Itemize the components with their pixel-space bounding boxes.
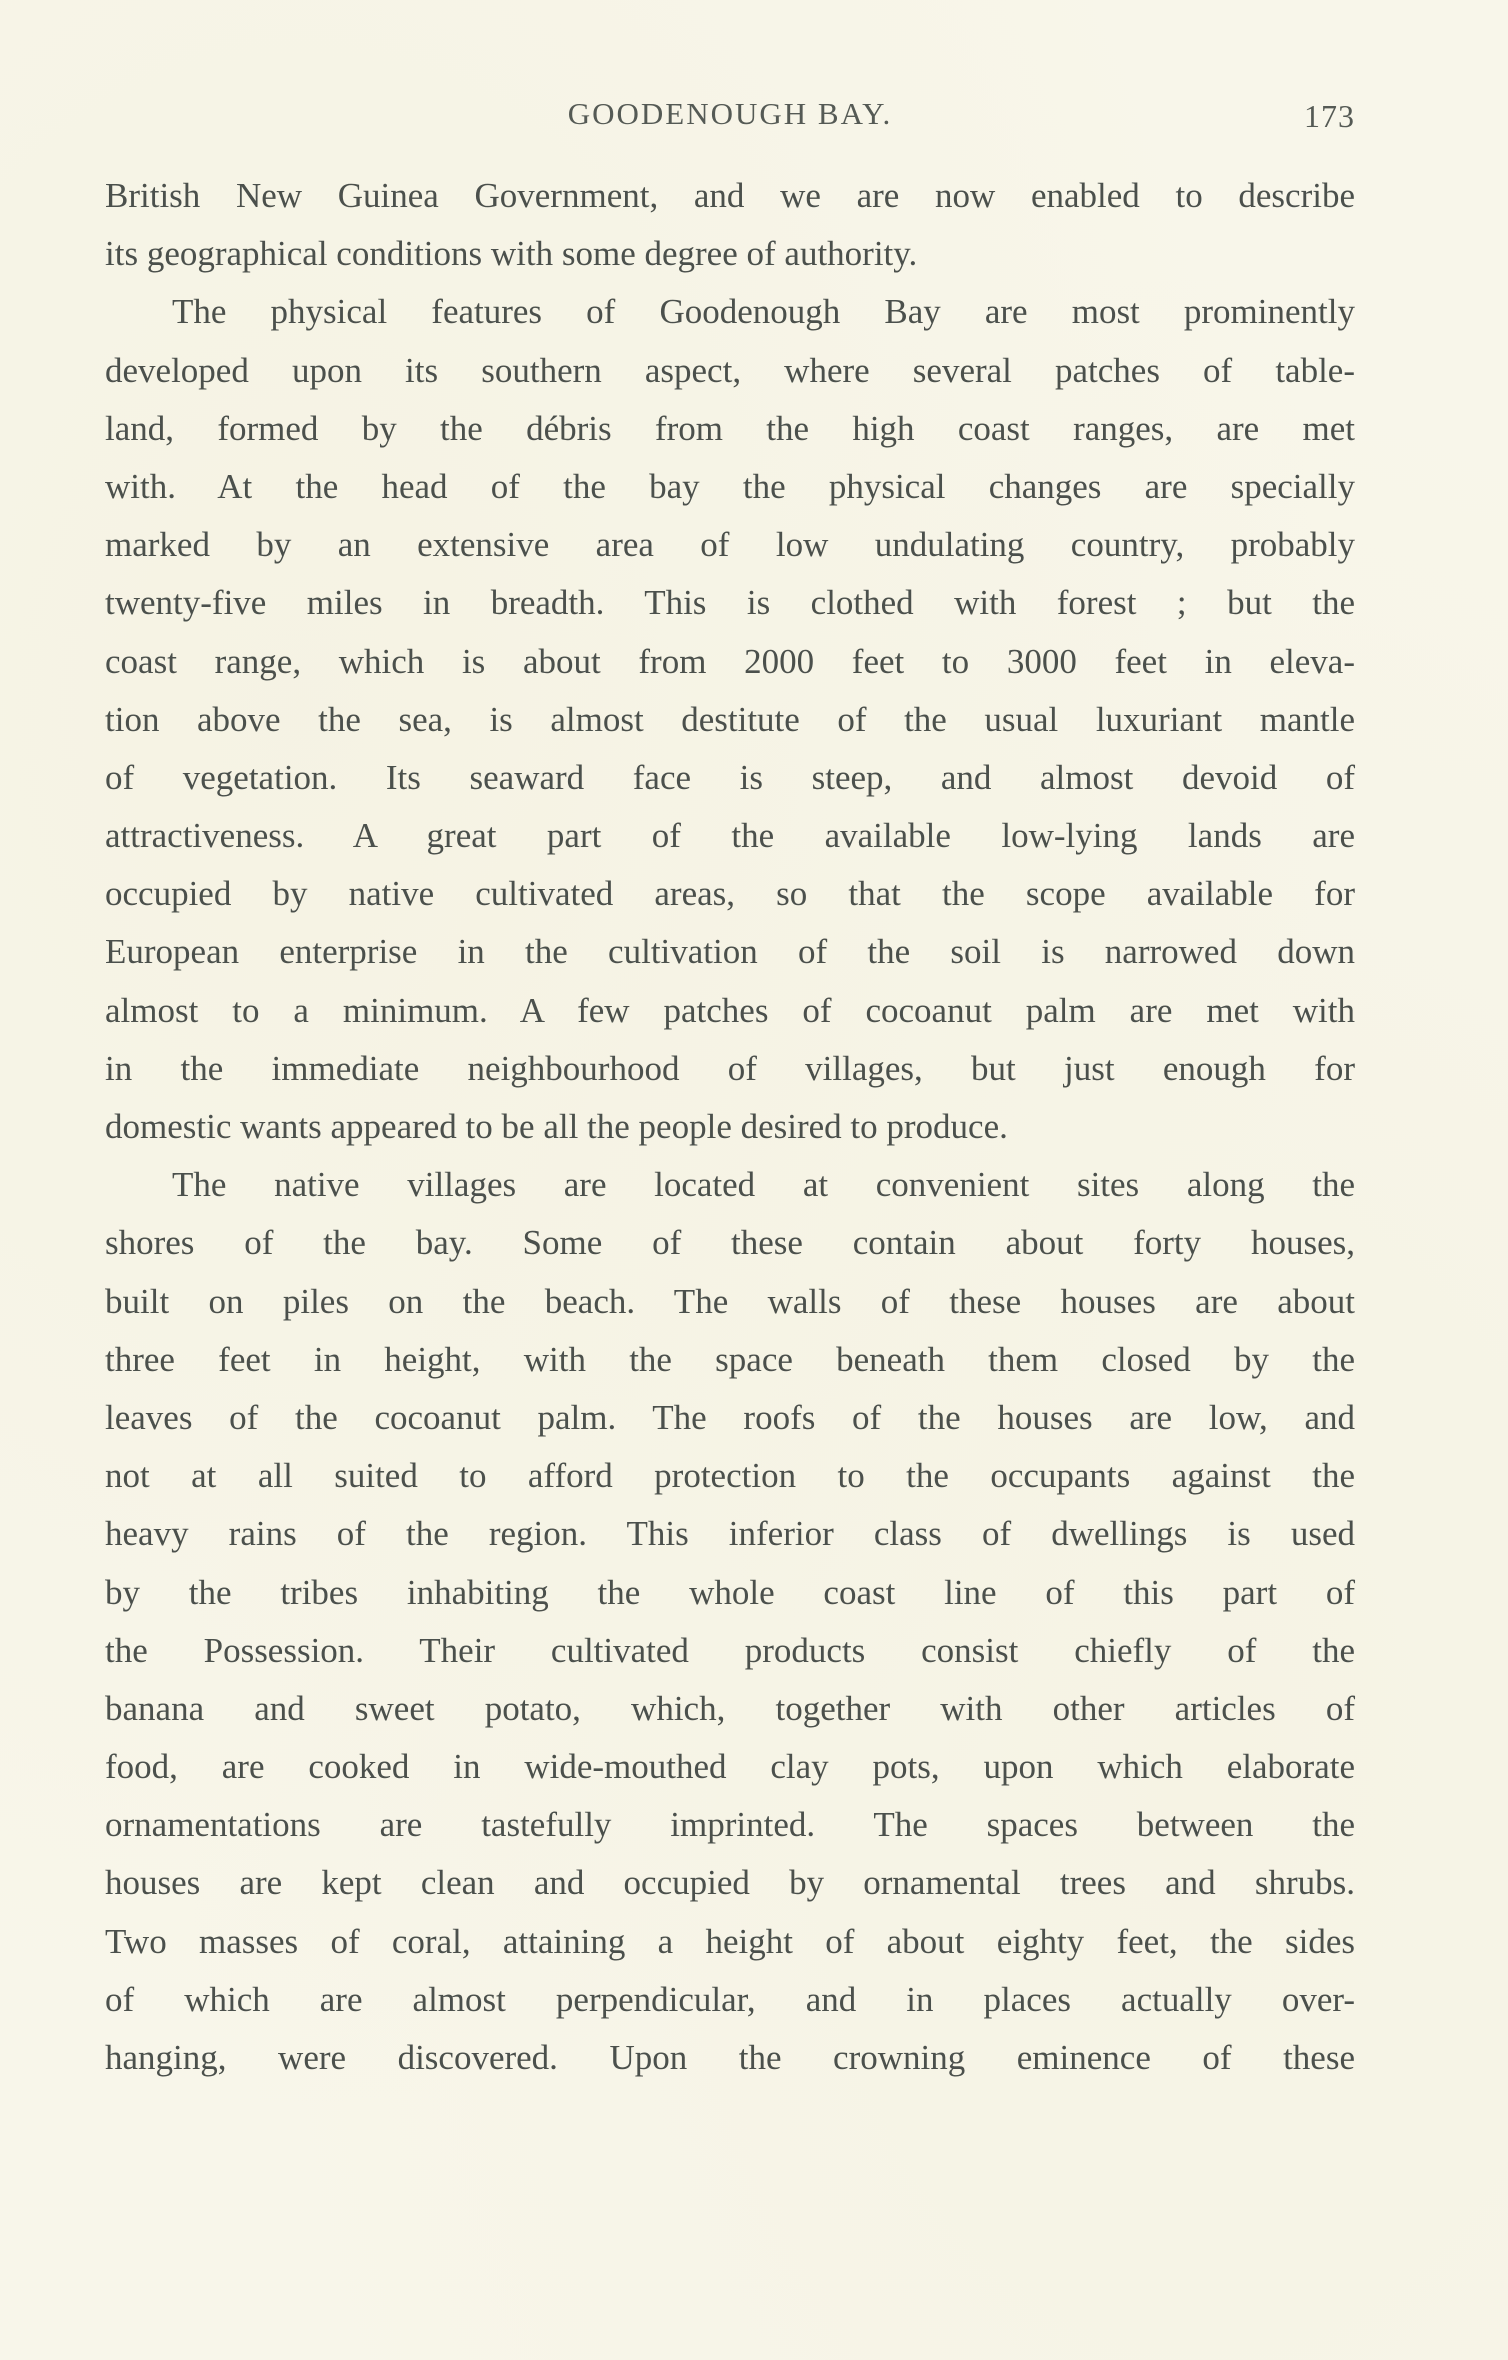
text-line: its geographical conditions with some degree of authority. xyxy=(105,234,918,274)
running-title: GOODENOUGH BAY. xyxy=(567,96,893,131)
text-line: coast range, which is about from 2000 feet to 3000 feet in eleva- xyxy=(105,641,1355,681)
text-line: three feet in height, with the space beneath them closed by the xyxy=(105,1339,1355,1379)
text-line: European enterprise in the cultivation of the soil is narrowed down xyxy=(105,932,1355,972)
paragraph-native-villages xyxy=(105,1156,1355,2087)
text-line: built on piles on the beach. The walls of these houses are about xyxy=(105,1281,1355,1321)
text-line: of which are almost perpendicular, and in places actually over- xyxy=(105,1979,1355,2019)
text-line: developed upon its southern aspect, where several patches of table- xyxy=(105,350,1355,390)
text-line: banana and sweet potato, which, together with other articles of xyxy=(105,1688,1355,1728)
page-number: 173 xyxy=(1304,98,1355,134)
text-line: by the tribes inhabiting the whole coast line of this part of xyxy=(105,1572,1355,1612)
text-line: of vegetation. Its seaward face is steep, and almost devoid of xyxy=(105,757,1355,797)
text-line: food, are cooked in wide-mouthed clay pots, upon which elaborate xyxy=(105,1747,1355,1787)
text-line: Two masses of coral, attaining a height of about eighty feet, the sides xyxy=(105,1921,1355,1961)
text-line: occupied by native cultivated areas, so that the scope available for xyxy=(105,874,1355,914)
text-line: the Possession. Their cultivated products consist chiefly of the xyxy=(105,1630,1355,1670)
text-line: British New Guinea Government, and we are now enabled to describe xyxy=(105,176,1355,215)
text-line: heavy rains of the region. This inferior class of dwellings is used xyxy=(105,1514,1355,1554)
paragraph-physical-features xyxy=(105,283,1355,1156)
text-line: shores of the bay. Some of these contain about forty houses, xyxy=(105,1223,1355,1263)
text-line: domestic wants appeared to be all the people desired to produce. xyxy=(105,1107,1008,1146)
text-line: hanging, were discovered. Upon the crowning eminence of these xyxy=(105,2038,1355,2077)
text-line: marked by an extensive area of low undulating country, probably xyxy=(105,525,1355,565)
text-line: tion above the sea, is almost destitute of the usual luxuriant mantle xyxy=(105,699,1355,739)
text-line: leaves of the cocoanut palm. The roofs of the houses are low, and xyxy=(105,1397,1355,1437)
text-line: twenty-five miles in breadth. This is clothed with forest ; but the xyxy=(105,583,1355,623)
text-line: The physical features of Goodenough Bay are most prominently xyxy=(172,292,1355,332)
text-line: not at all suited to afford protection to the occupants against the xyxy=(105,1456,1355,1496)
text-line: houses are kept clean and occupied by ornamental trees and shrubs. xyxy=(105,1863,1355,1903)
paragraph-continued xyxy=(105,167,1355,283)
body-text xyxy=(105,167,1355,2087)
text-line: with. At the head of the bay the physical changes are specially xyxy=(105,466,1355,506)
text-line: land, formed by the débris from the high coast ranges, are met xyxy=(105,408,1355,448)
text-line: The native villages are located at convenient sites along the xyxy=(172,1165,1355,1205)
text-line: in the immediate neighbourhood of villages, but just enough for xyxy=(105,1048,1355,1088)
running-head xyxy=(105,92,1355,142)
text-line: ornamentations are tastefully imprinted. The spaces between the xyxy=(105,1805,1355,1845)
text-line: attractiveness. A great part of the available low-lying lands are xyxy=(105,816,1355,856)
text-line: almost to a minimum. A few patches of cocoanut palm are met with xyxy=(105,990,1355,1030)
